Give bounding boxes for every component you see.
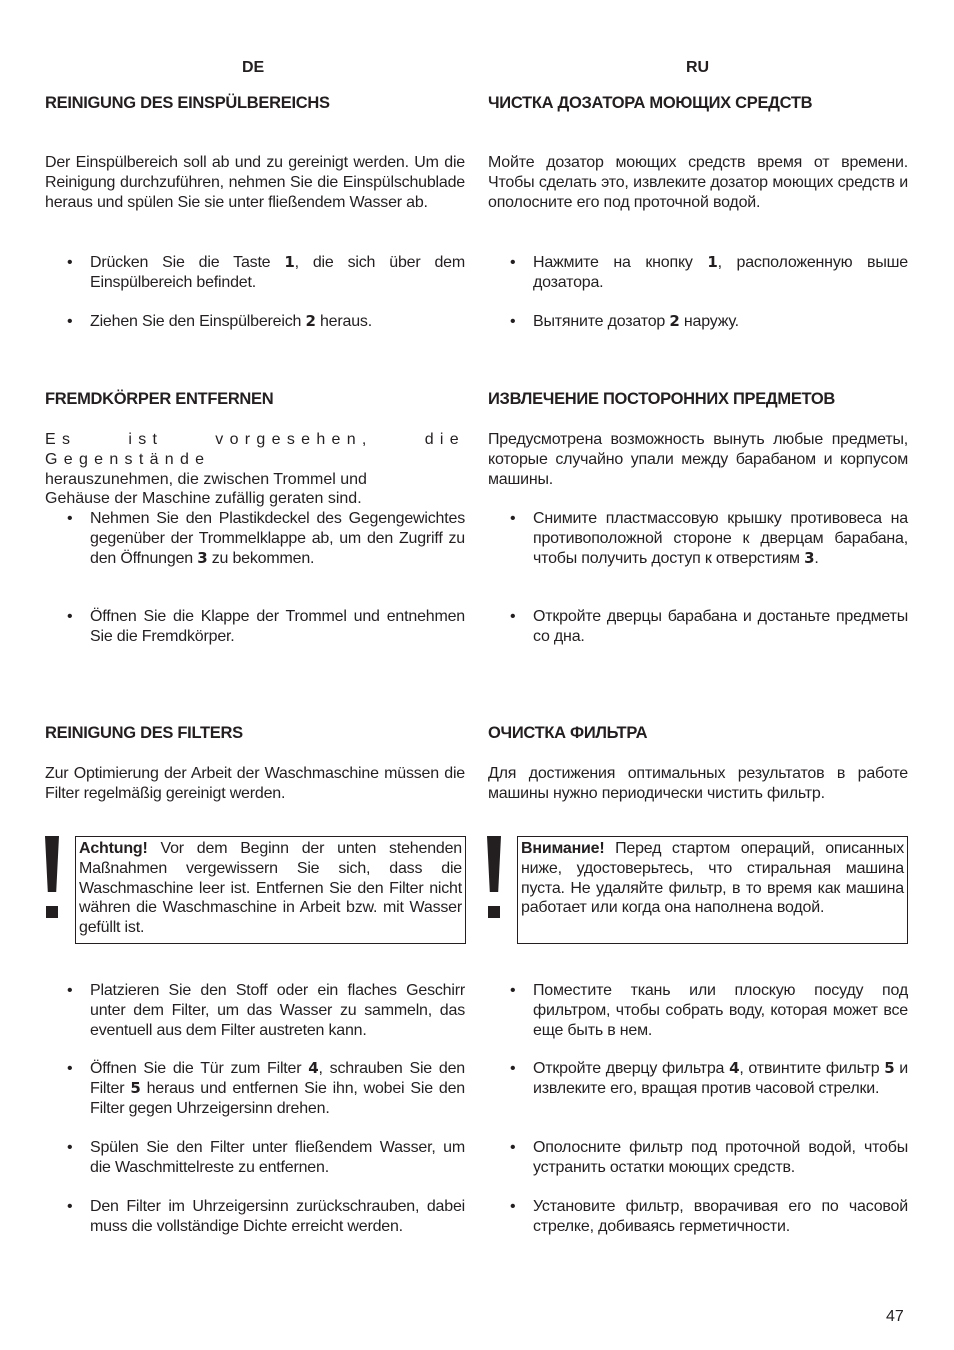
- list-item: • Откройте дверцы барабана и достаньте предметы со дна.: [510, 608, 908, 645]
- bullet-dot: •: [67, 254, 73, 271]
- section-title-ru-1: ЧИСТКА ДОЗАТОРА МОЮЩИХ СРЕДСТВ: [488, 94, 813, 112]
- bullet-dot: •: [67, 1198, 73, 1215]
- list-item: • Поместите ткань или плоскую посуду под фильтром, чтобы собрать воду, которая может все еще быть в нем.: [510, 982, 908, 1039]
- bullet-dot: •: [510, 1198, 516, 1215]
- section-title-de-1: REINIGUNG DES EINSPÜLBEREICHS: [45, 94, 330, 112]
- bullet-dot: •: [67, 1060, 73, 1077]
- list-item: • Вытяните дозатор 2 наружу.: [510, 312, 739, 330]
- lang-label-de: DE: [242, 59, 265, 76]
- list-item: • Нажмите на кнопку 1, расположенную выше дозатора.: [510, 253, 908, 291]
- list-item: • Ziehen Sie den Einspülbereich 2 heraus.: [67, 312, 372, 330]
- bullet-dot: •: [510, 982, 516, 999]
- bullet-dot: •: [510, 1139, 516, 1156]
- list-item: • Platzieren Sie den Stoff oder ein flaches Geschirr unter dem Filter, um das Wasser zu sammeln, das eventuell aus dem Filter austreten kann.: [67, 982, 465, 1039]
- callout-number: 5: [130, 1078, 141, 1097]
- paragraph-de-1: Der Einspülbereich soll ab und zu gereinigt werden. Um die Reinigung durchzuführen, nehmen Sie die Einspülschublade heraus und spülen Sie sie unter fließendem Wasser ab.: [45, 154, 465, 211]
- paragraph-ru-3: Для достижения оптимальных результатов в работе машины нужно периодически чистить фильтр.: [488, 765, 908, 802]
- paragraph-de-2: Es ist vorgesehen, die Gegenstände herauszunehmen, die zwischen Trommel und Gehäuse der Maschine zufällig geraten sind.: [45, 431, 465, 508]
- bullet-dot: •: [67, 1139, 73, 1156]
- lang-label-ru: RU: [686, 59, 710, 76]
- section-title-ru-3: ОЧИСТКА ФИЛЬТРА: [488, 724, 648, 742]
- warning-box-ru: Внимание! Перед стартом операций, описанных ниже, удостоверьтесь, что стиральная машина пуста. Не удаляйте фильтр, в то время как машина работает или когда она наполнена водой.: [517, 836, 908, 944]
- bullet-dot: •: [510, 1060, 516, 1077]
- callout-number: 2: [305, 312, 316, 330]
- list-item: • Drücken Sie die Taste 1, die sich über dem Einspülbereich befindet.: [67, 253, 465, 291]
- callout-number: 1: [707, 253, 718, 271]
- warning-label: Achtung!: [79, 840, 148, 857]
- callout-number: 3: [197, 548, 208, 567]
- paragraph-ru-2: Предусмотрена возможность вынуть любые предметы, которые случайно упали между барабаном и корпусом машины.: [488, 431, 908, 488]
- bullet-dot: •: [510, 254, 516, 271]
- list-item: • Ополосните фильтр под проточной водой, чтобы устранить остатки моющих средств.: [510, 1139, 908, 1176]
- bullet-dot: •: [510, 608, 516, 625]
- page-number: 47: [886, 1308, 904, 1325]
- paragraph-de-3: Zur Optimierung der Arbeit der Waschmaschine müssen die Filter regelmäßig gereinigt werden.: [45, 765, 465, 802]
- callout-number: 4: [729, 1059, 740, 1077]
- bullet-dot: •: [510, 510, 516, 527]
- warning-box-de: Achtung! Vor dem Beginn der unten stehenden Maßnahmen vergewissern Sie sich, dass die Waschmaschine leer ist. Entfernen Sie den Filter nicht währen die Waschmaschine in Arbeit bzw. mit Wasser gefüllt ist.: [75, 836, 466, 944]
- section-title-de-2: FREMDKÖRPER ENTFERNEN: [45, 390, 274, 408]
- callout-number: 1: [284, 253, 295, 271]
- bullet-dot: •: [510, 313, 516, 330]
- callout-number: 4: [308, 1059, 319, 1077]
- section-title-de-3: REINIGUNG DES FILTERS: [45, 724, 243, 742]
- list-item: • Снимите пластмассовую крышку противовеса на противоположной стороне к дверцам барабана, чтобы получить доступ к отверстиям 3.: [510, 510, 908, 567]
- list-item: • Spülen Sie den Filter unter fließendem Wasser, um die Waschmittelreste zu entfernen.: [67, 1139, 465, 1176]
- paragraph-ru-1: Мойте дозатор моющих средств время от времени. Чтобы сделать это, извлеките дозатор моющих средств и ополосните его под проточной водой.: [488, 154, 908, 211]
- callout-number: 2: [669, 312, 680, 330]
- list-item: • Установите фильтр, вворачивая его по часовой стрелке, добиваясь герметичности.: [510, 1198, 908, 1235]
- list-item: • Öffnen Sie die Tür zum Filter 4, schrauben Sie den Filter 5 heraus und entfernen Sie ihn, wobei Sie den Filter gegen Uhrzeigersinn drehen.: [67, 1059, 465, 1117]
- callout-number: 5: [884, 1059, 895, 1077]
- callout-number: 3: [804, 548, 815, 567]
- section-title-ru-2: ИЗВЛЕЧЕНИЕ ПОСТОРОННИХ ПРЕДМЕТОВ: [488, 390, 836, 408]
- list-item: • Откройте дверцу фильтра 4, отвинтите фильтр 5 и извлеките его, вращая против часовой стрелки.: [510, 1059, 909, 1097]
- bullet-dot: •: [67, 313, 73, 330]
- warning-label: Внимание!: [521, 840, 605, 857]
- bullet-dot: •: [67, 608, 73, 625]
- list-item: • Den Filter im Uhrzeigersinn zurückschrauben, dabei muss die vollständige Dichte erreicht werden.: [67, 1198, 465, 1235]
- bullet-dot: •: [67, 982, 73, 999]
- bullet-dot: •: [67, 510, 73, 527]
- list-item: • Öffnen Sie die Klappe der Trommel und entnehmen Sie die Fremdkörper.: [67, 608, 465, 645]
- list-item: • Nehmen Sie den Plastikdeckel des Gegengewichtes gegenüber der Trommelklappe ab, um den Zugriff zu den Öffnungen 3 zu bekommen.: [67, 510, 465, 567]
